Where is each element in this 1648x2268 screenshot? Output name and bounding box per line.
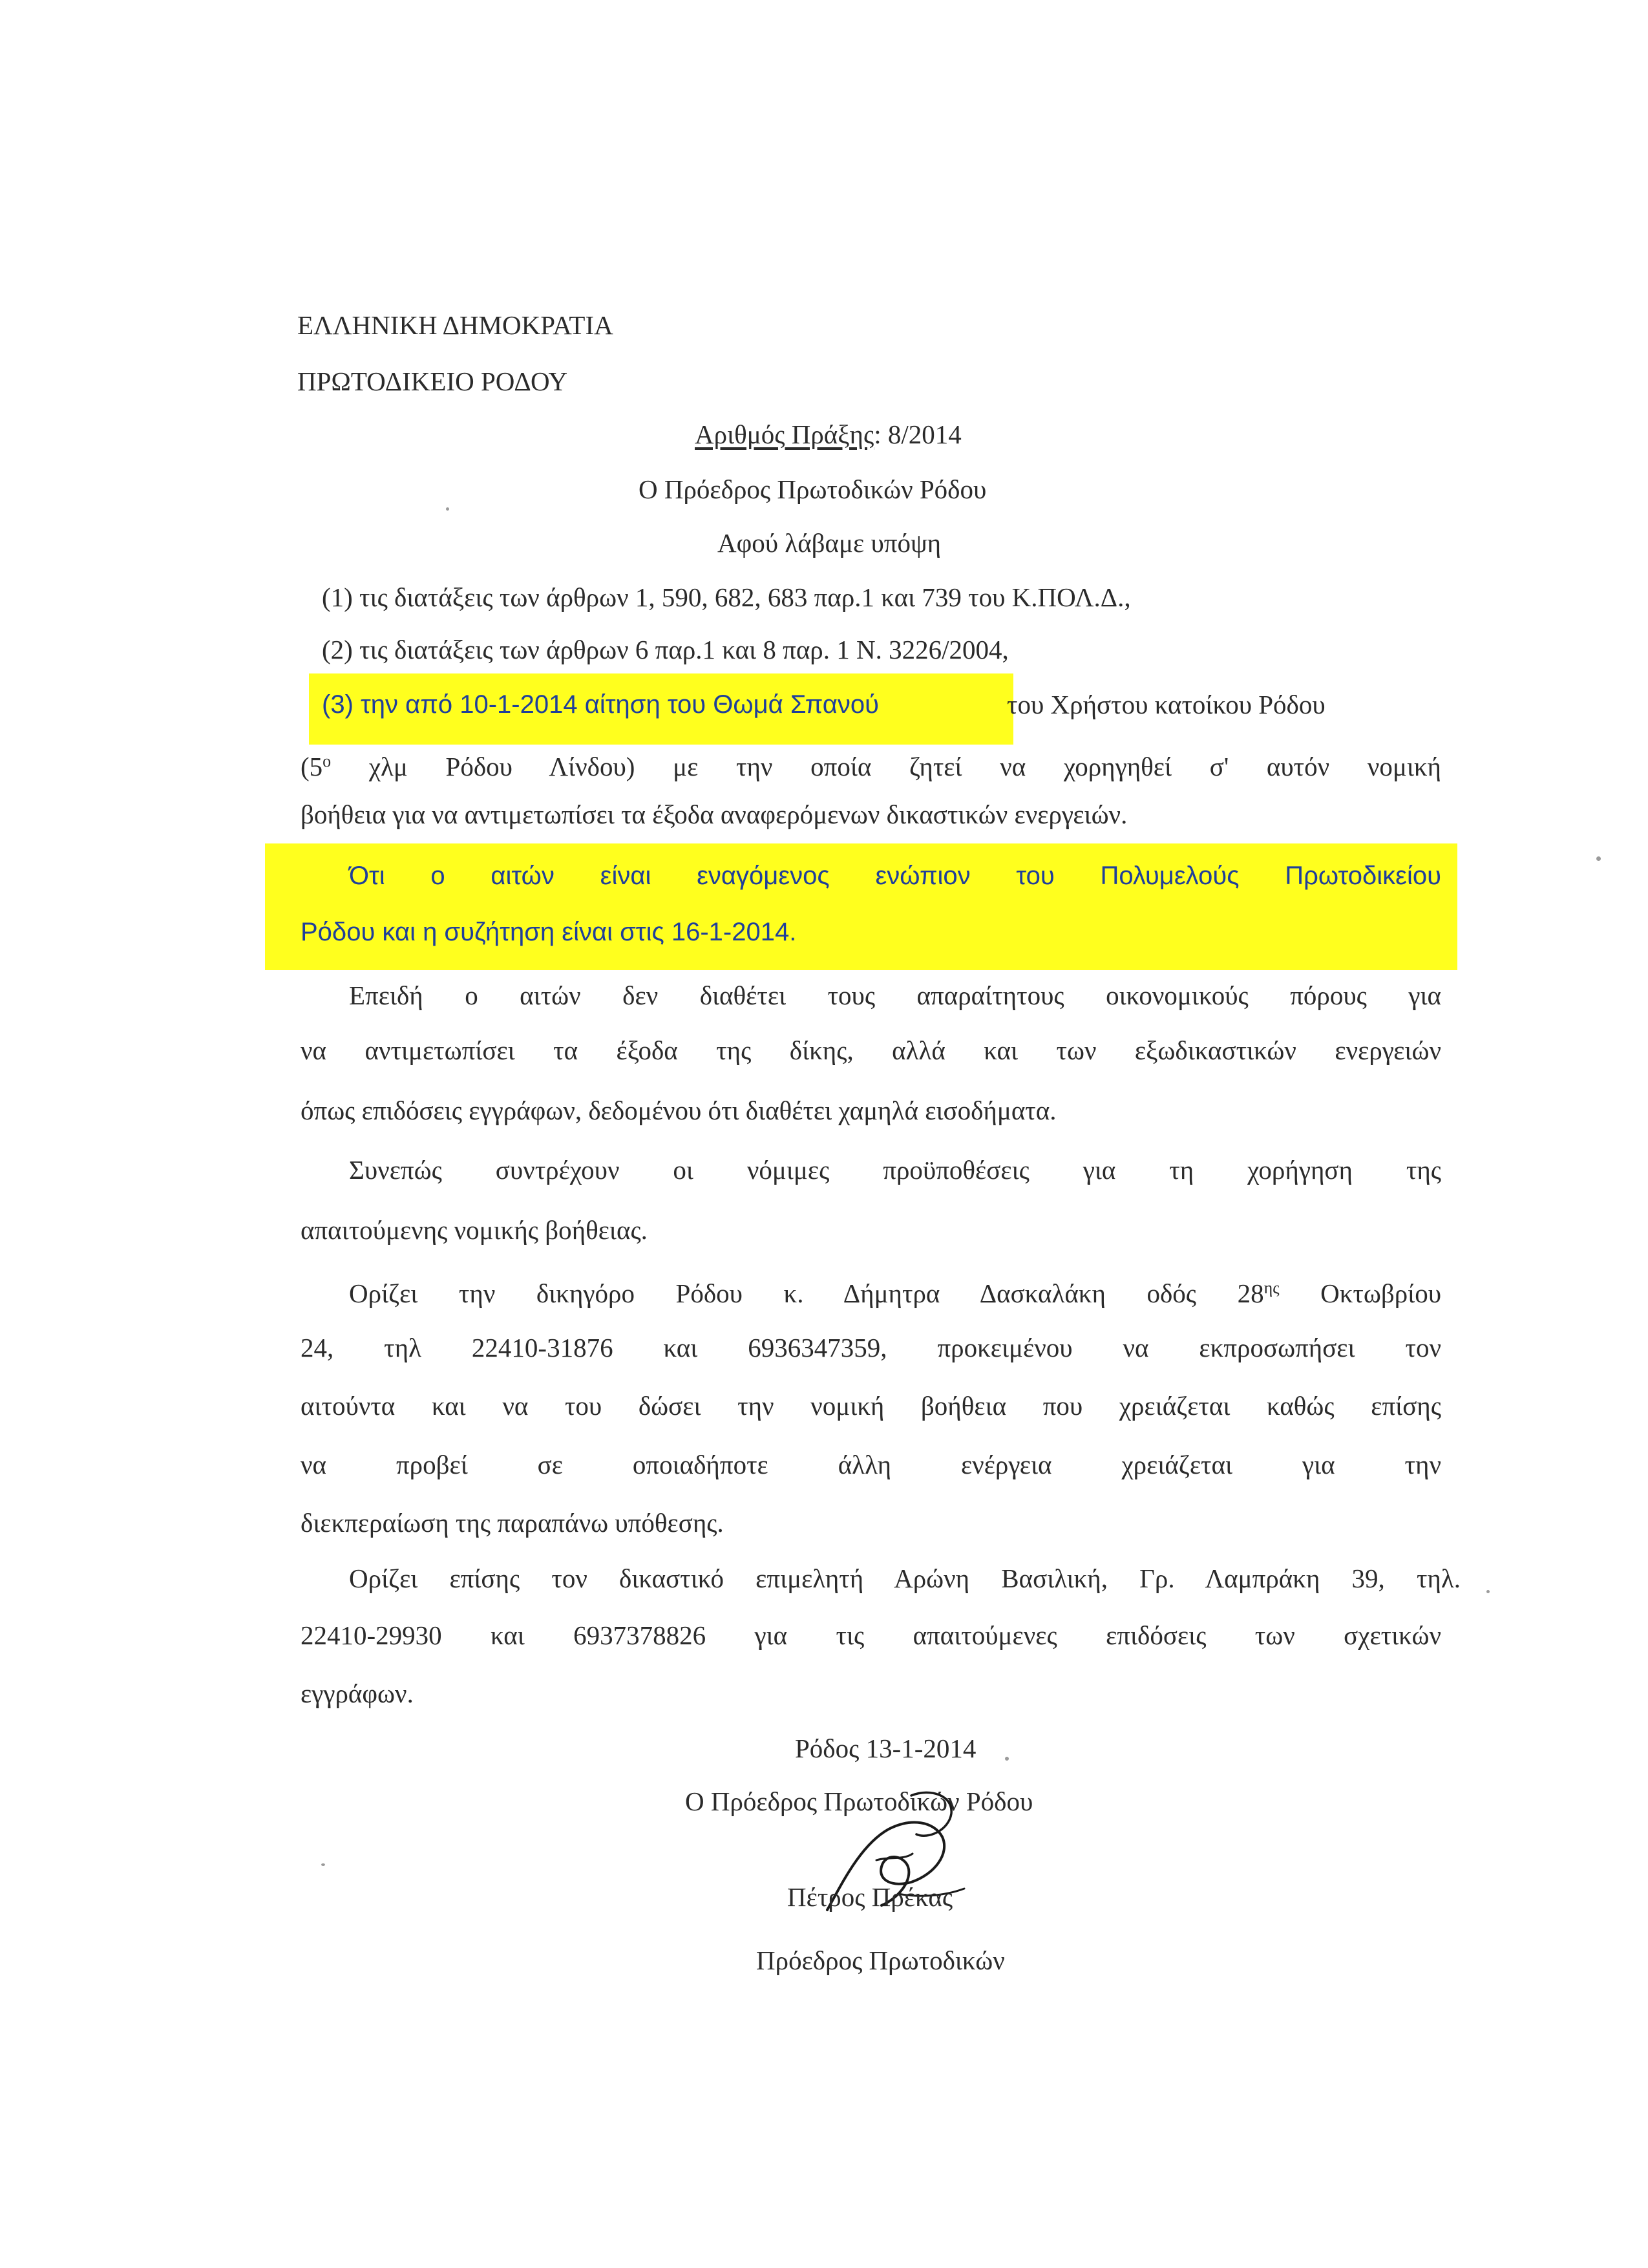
header-country: ΕΛΛΗΝΙΚΗ ΔΗΜΟΚΡΑΤΙΑ: [297, 310, 613, 340]
p2-line-1: Συνεπώς συντρέχουν οι νόμιμες προϋποθέσεις για τη χορήγηση της: [349, 1155, 1441, 1185]
act-number-label: Αριθμός Πράξης: [695, 419, 874, 449]
item-3-line-2-post: χλμ Ρόδου Λίνδου) με την οποία ζητεί να χορηγηθεί σ' αυτόν νομική: [331, 752, 1441, 781]
p4-line-3: εγγράφων.: [301, 1679, 414, 1708]
act-number-value: : 8/2014: [874, 419, 962, 449]
item-3-rest: του Χρήστου κατοίκου Ρόδου: [1007, 690, 1326, 719]
p3-line-2: 24, τηλ 22410-31876 και 6936347359, προκειμένου να εκπροσωπήσει τον: [301, 1333, 1441, 1362]
signatory-title: Πρόεδρος Πρωτοδικών: [756, 1945, 1005, 1975]
header-court: ΠΡΩΤΟΔΙΚΕΙΟ ΡΟΔΟΥ: [297, 366, 568, 396]
p2-line-2: απαιτούμενης νομικής βοήθειας.: [301, 1215, 648, 1245]
p1-line-3: όπως επιδόσεις εγγράφων, δεδομένου ότι διαθέτει χαμηλά εισοδήματα.: [301, 1096, 1057, 1125]
scan-speck: [1005, 1757, 1009, 1761]
item-3-line-2-pre: (5: [301, 752, 323, 781]
item-3-highlighted: (3) την από 10-1-2014 αίτηση του Θωμά Σπανού: [322, 690, 880, 719]
scan-speck: [446, 507, 449, 511]
scan-speck: [1486, 1590, 1490, 1593]
act-issuer: Ο Πρόεδρος Πρωτοδικών Ρόδου: [639, 474, 987, 504]
act-number: [695, 415, 962, 454]
p1-line-1: Επειδή ο αιτών δεν διαθέτει τους απαραίτητους οικονομικούς πόρους για: [349, 980, 1441, 1010]
p1-line-2: να αντιμετωπίσει τα έξοδα της δίκης, αλλά και των εξωδικαστικών ενεργειών: [301, 1035, 1441, 1065]
p3-line-3: αιτούντα και να του δώσει την νομική βοήθεια που χρειάζεται καθώς επίσης: [301, 1391, 1441, 1421]
item-3-line-2-sup: ο: [322, 752, 332, 770]
p3-line-1-sup: ης: [1263, 1278, 1280, 1297]
p3-line-1-post: Οκτωβρίου: [1279, 1278, 1441, 1308]
p3-line-1-pre: Ορίζει την δικηγόρο Ρόδου κ. Δήμητρα Δασκαλάκη οδός 28: [349, 1278, 1264, 1308]
highlight-line-2: Ρόδου και η συζήτηση είναι στις 16-1-2014.: [301, 918, 797, 946]
signature-role: Ο Πρόεδρος Πρωτοδικών Ρόδου: [685, 1786, 1033, 1816]
p4-line-1: Ορίζει επίσης τον δικαστικό επιμελητή Αρώνη Βασιλική, Γρ. Λαμπράκη 39, τηλ.: [349, 1563, 1461, 1593]
p3-line-1: [349, 1269, 1441, 1313]
item-3-line-2: [301, 742, 1441, 786]
scan-speck: [321, 1863, 325, 1866]
item-2: (2) τις διατάξεις των άρθρων 6 παρ.1 και 8 παρ. 1 Ν. 3226/2004,: [322, 635, 1009, 664]
place-date: Ρόδος 13-1-2014: [795, 1733, 977, 1763]
scan-speck: [1596, 856, 1601, 861]
item-1: (1) τις διατάξεις των άρθρων 1, 590, 682, 683 παρ.1 και 739 του Κ.ΠΟΛ.Δ.,: [322, 582, 1131, 612]
p4-line-2: 22410-29930 και 6937378826 για τις απαιτούμενες επιδόσεις των σχετικών: [301, 1620, 1441, 1650]
highlight-line-1: Ότι ο αιτών είναι εναγόμενος ενώπιον του Πολυμελούς Πρωτοδικείου: [349, 862, 1441, 890]
act-considering: Αφού λάβαμε υπόψη: [717, 528, 942, 558]
p3-line-5: διεκπεραίωση της παραπάνω υπόθεσης.: [301, 1508, 724, 1538]
signatory-name: Πέτρος Πρέκας: [787, 1882, 953, 1912]
p3-line-4: να προβεί σε οποιαδήποτε άλλη ενέργεια χρειάζεται για την: [301, 1450, 1441, 1479]
item-3-line-3: βοήθεια για να αντιμετωπίσει τα έξοδα αναφερόμενων δικαστικών ενεργειών.: [301, 800, 1128, 829]
